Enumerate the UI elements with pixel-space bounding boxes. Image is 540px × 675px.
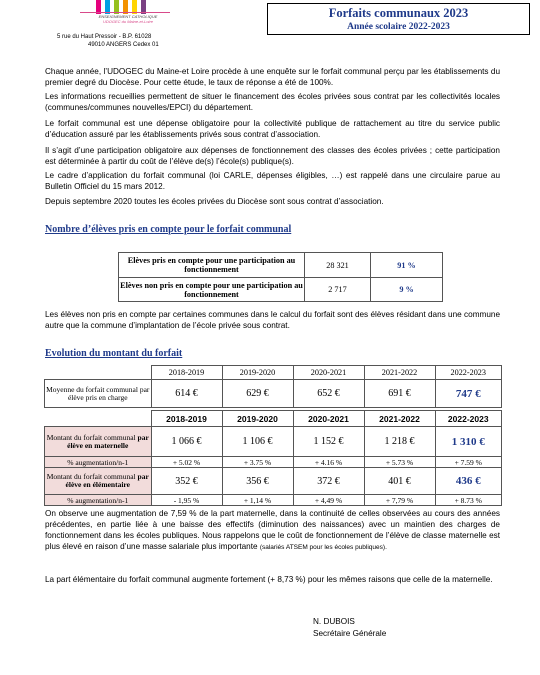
signature-name: N. DUBOIS <box>313 617 355 626</box>
aug-cell: - 1,95 % <box>151 495 222 506</box>
year-cell: 2019-2020 <box>222 366 293 380</box>
intro-paragraph: Le cadre d’application du forfait communal (loi CARLE, dépenses éligibles, …) est rappelé dans une circulaire parue au Bulletin Officiel du 15 mars 2012. <box>45 171 500 191</box>
year-cell: 2021-2022 <box>364 411 435 427</box>
value-cell: 1 066 € <box>151 427 222 457</box>
value-cell: 691 € <box>364 380 435 408</box>
value-cell: 614 € <box>151 380 222 408</box>
conclusion-maternelle: On observe une augmentation de 7,59 % de la part maternelle, dans la continuité de celles observées au cours des années précédentes, en partie liée à une baisse des effectifs (diminution des naissances) avec un maintien des charges de fonctionnement dans les écoles publiques. Nous rappelons que le coût de fonctionnement de l’élève de classe maternelle est plus élevé en raison d’une masse salariale plus importante (salariés ATSEM pour les écoles publiques). <box>45 509 500 551</box>
row-label: Elèves pris en compte pour une participation au fonctionnement <box>119 253 305 278</box>
count-cell: 28 321 <box>305 253 371 278</box>
value-cell: 1 106 € <box>222 427 293 457</box>
year-cell: 2020-2021 <box>293 366 364 380</box>
pct-cell: 9 % <box>371 278 443 302</box>
aug-cell: + 4,49 % <box>293 495 364 506</box>
evolution-table-top <box>44 365 502 408</box>
address-line-1: 5 rue du Haut Pressoir - B.P. 61028 <box>57 34 152 40</box>
org-name: ENSEIGNEMENT CATHOLIQUE UDOGEC du Maine-et-Loire <box>98 14 158 24</box>
intro-paragraph: Le forfait communal est une dépense obligatoire pour la collectivité publique de rattachement au titre du service public d’éducation assuré par les établissements privés sous contrat d’association. <box>45 119 500 139</box>
table-row <box>45 380 502 408</box>
value-cell: 1 218 € <box>364 427 435 457</box>
table-row <box>45 366 502 380</box>
evolution-table-bottom <box>44 410 502 506</box>
year-cell: 2020-2021 <box>293 411 364 427</box>
table-row <box>45 411 502 427</box>
aug-cell: + 7.59 % <box>435 457 502 468</box>
year-cell: 2022-2023 <box>435 411 502 427</box>
year-cell: 2018-2019 <box>151 366 222 380</box>
table-row <box>45 457 502 468</box>
aug-cell: + 7,79 % <box>364 495 435 506</box>
aug-cell: + 4.16 % <box>293 457 364 468</box>
aug-cell: + 5.73 % <box>364 457 435 468</box>
aug-cell: + 3.75 % <box>222 457 293 468</box>
value-cell: 356 € <box>222 468 293 495</box>
value-cell: 1 310 € <box>435 427 502 457</box>
value-cell: 629 € <box>222 380 293 408</box>
row-label: Elèves non pris en compte pour une participation au fonctionnement <box>119 278 305 302</box>
table-row <box>119 278 443 302</box>
year-cell: 2021-2022 <box>364 366 435 380</box>
eleves-table <box>118 252 443 302</box>
value-cell: 1 152 € <box>293 427 364 457</box>
eleves-note: Les élèves non pris en compte par certaines communes dans le calcul du forfait sont des élèves résidant dans une commune autre que la commune d’implantation de l’école privée sous contrat. <box>45 310 500 330</box>
aug-label: % augmentation/n-1 <box>45 495 152 506</box>
conclusion-elementaire: La part élémentaire du forfait communal augmente fortement (+ 8,73 %) pour les mêmes raisons que celle de la maternelle. <box>45 575 493 584</box>
intro-paragraph: Les informations recueillies permettent de situer le financement des écoles privées sous contrat par les collectivités locales (communes/communes nouvelles/EPCI) du département. <box>45 92 500 112</box>
value-cell: 372 € <box>293 468 364 495</box>
maternelle-label: Montant du forfait communal par élève en maternelle <box>45 427 152 457</box>
aug-cell: + 1,14 % <box>222 495 293 506</box>
empty-cell <box>45 366 152 380</box>
value-cell: 401 € <box>364 468 435 495</box>
aug-cell: + 8.73 % <box>435 495 502 506</box>
section-heading-eleves: Nombre d’élèves pris en compte pour le forfait communal <box>45 224 292 235</box>
table-row <box>45 427 502 457</box>
aug-cell: + 5.02 % <box>151 457 222 468</box>
intro-paragraph: Chaque année, l’UDOGEC du Maine-et Loire procède à une enquête sur le forfait communal perçu par les établissements du premier degré du Diocèse. Pour cette étude, le taux de réponse a été de 100%. <box>45 67 500 87</box>
elementaire-label: Montant du forfait communal par élève en élémentaire <box>45 468 152 495</box>
pct-cell: 91 % <box>371 253 443 278</box>
year-cell: 2019-2020 <box>222 411 293 427</box>
value-cell: 652 € <box>293 380 364 408</box>
table-row <box>45 468 502 495</box>
title-box <box>267 3 530 35</box>
aug-label: % augmentation/n-1 <box>45 457 152 468</box>
year-cell: 2022-2023 <box>435 366 502 380</box>
page-subtitle: Année scolaire 2022-2023 <box>347 22 450 32</box>
intro-paragraph: Il s’agit d’une participation obligatoire aux dépenses de fonctionnement des classes des écoles privées ; cette participation est déterminée à partir du coût de l’élève de(s) l’école(s) publique(s). <box>45 146 500 166</box>
table-row <box>45 495 502 506</box>
page-title: Forfaits communaux 2023 <box>328 6 469 20</box>
logo-underline <box>80 12 170 13</box>
empty-cell <box>45 411 152 427</box>
count-cell: 2 717 <box>305 278 371 302</box>
section-heading-evolution: Evolution du montant du forfait <box>45 348 183 359</box>
table-row <box>119 253 443 278</box>
year-cell: 2018-2019 <box>151 411 222 427</box>
value-cell: 436 € <box>435 468 502 495</box>
intro-paragraph: Depuis septembre 2020 toutes les écoles privées du Diocèse sont sous contrat d’association. <box>45 197 384 206</box>
address-line-2: 49010 ANGERS Cedex 01 <box>88 42 159 48</box>
value-cell: 352 € <box>151 468 222 495</box>
signature-role: Secrétaire Générale <box>313 629 387 638</box>
moyenne-label: Moyenne du forfait communal par élève pris en charge <box>45 380 152 408</box>
value-cell: 747 € <box>435 380 502 408</box>
